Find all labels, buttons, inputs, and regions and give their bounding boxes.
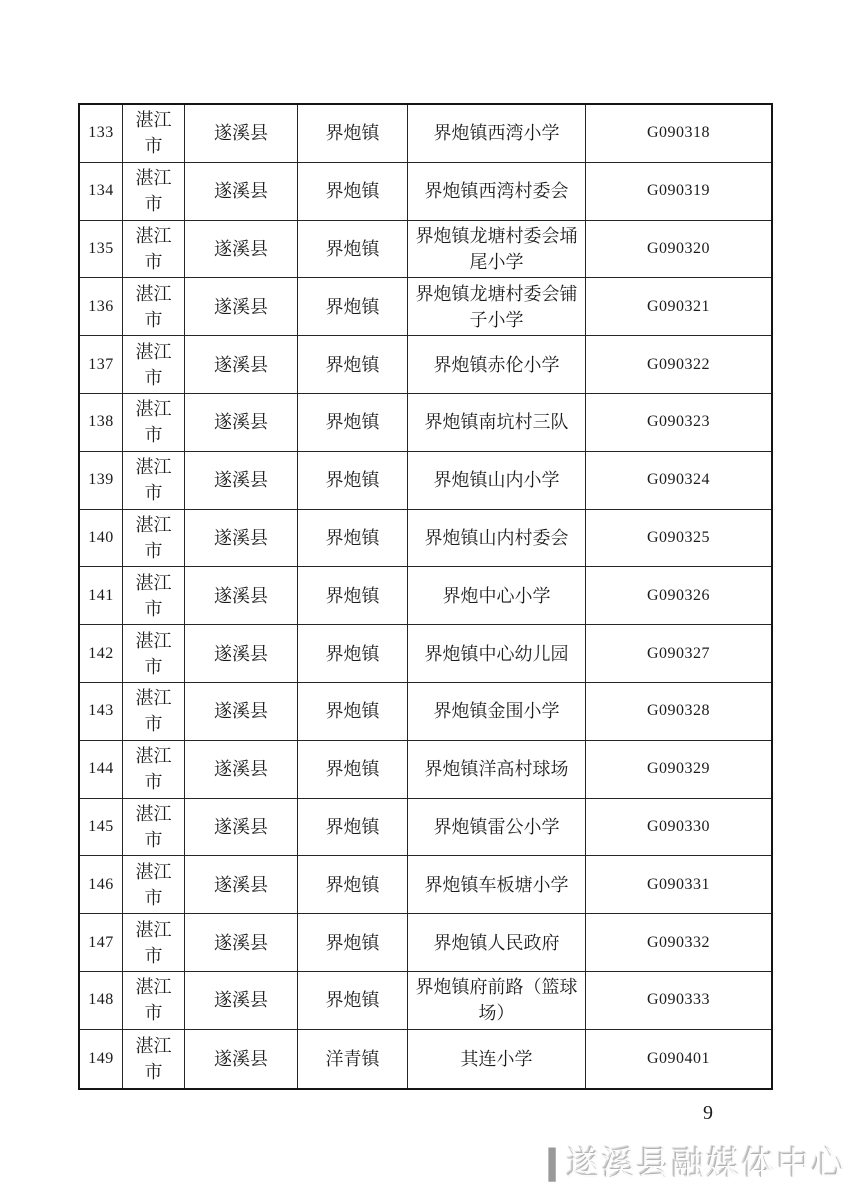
cell-city: 湛江市 <box>123 567 185 624</box>
table-row <box>80 510 771 568</box>
cell-row-number: 149 <box>80 1030 123 1088</box>
cell-site-name: 界炮镇人民政府 <box>408 914 586 971</box>
cell-city: 湛江市 <box>123 625 185 682</box>
cell-site-name: 界炮镇西湾小学 <box>408 105 586 162</box>
table-row <box>80 394 771 452</box>
cell-row-number: 144 <box>80 741 123 798</box>
cell-row-number: 137 <box>80 336 123 393</box>
cell-site-name: 界炮镇雷公小学 <box>408 799 586 856</box>
cell-row-number: 140 <box>80 510 123 567</box>
cell-row-number: 133 <box>80 105 123 162</box>
cell-code: G090321 <box>646 297 711 315</box>
cell-county: 遂溪县 <box>185 914 298 971</box>
cell-city: 湛江市 <box>123 510 185 567</box>
table-row <box>80 221 771 279</box>
cell-site-name: 界炮镇府前路（篮球场） <box>408 972 586 1029</box>
cell-town: 界炮镇 <box>298 510 408 567</box>
table-row <box>80 278 771 336</box>
cell-site-name: 界炮镇山内小学 <box>408 452 586 509</box>
cell-code: G090329 <box>646 760 711 778</box>
cell-city: 湛江市 <box>123 741 185 798</box>
cell-row-number: 136 <box>80 278 123 335</box>
cell-city: 湛江市 <box>123 394 185 451</box>
cell-town: 界炮镇 <box>298 972 408 1029</box>
cell-site-name: 界炮镇龙塘村委会埇尾小学 <box>408 221 586 278</box>
table-row <box>80 741 771 799</box>
cell-county: 遂溪县 <box>185 105 298 162</box>
cell-town: 界炮镇 <box>298 683 408 740</box>
cell-code: G090330 <box>646 817 711 835</box>
cell-town: 界炮镇 <box>298 567 408 624</box>
cell-row-number: 135 <box>80 221 123 278</box>
cell-town: 界炮镇 <box>298 625 408 682</box>
cell-row-number: 138 <box>80 394 123 451</box>
cell-site-name: 界炮镇金围小学 <box>408 683 586 740</box>
cell-city: 湛江市 <box>123 452 185 509</box>
table-row <box>80 567 771 625</box>
cell-county: 遂溪县 <box>185 683 298 740</box>
watermark-separator-bar: | <box>543 1140 561 1182</box>
cell-site-name: 界炮镇山内村委会 <box>408 510 586 567</box>
table-row <box>80 452 771 510</box>
table-row <box>80 1030 771 1088</box>
cell-town: 界炮镇 <box>298 278 408 335</box>
cell-row-number: 148 <box>80 972 123 1029</box>
cell-code: G090331 <box>646 875 711 893</box>
page-number: 9 <box>703 1102 713 1124</box>
cell-site-name: 界炮镇赤伦小学 <box>408 336 586 393</box>
cell-city: 湛江市 <box>123 221 185 278</box>
table-row <box>80 625 771 683</box>
cell-row-number: 134 <box>80 163 123 220</box>
cell-town: 界炮镇 <box>298 799 408 856</box>
cell-town: 洋青镇 <box>298 1030 408 1088</box>
cell-row-number: 141 <box>80 567 123 624</box>
cell-code: G090323 <box>646 413 711 431</box>
cell-county: 遂溪县 <box>185 741 298 798</box>
cell-site-name: 界炮中心小学 <box>408 567 586 624</box>
cell-city: 湛江市 <box>123 163 185 220</box>
cell-site-name: 界炮镇中心幼儿园 <box>408 625 586 682</box>
table-row <box>80 105 771 163</box>
cell-site-name: 界炮镇西湾村委会 <box>408 163 586 220</box>
cell-city: 湛江市 <box>123 914 185 971</box>
cell-county: 遂溪县 <box>185 799 298 856</box>
cell-code: G090327 <box>646 644 711 662</box>
watermark <box>543 1138 847 1185</box>
cell-town: 界炮镇 <box>298 741 408 798</box>
cell-city: 湛江市 <box>123 972 185 1029</box>
cell-county: 遂溪县 <box>185 510 298 567</box>
watermark-label: 遂溪县融媒体中心 <box>567 1145 847 1182</box>
table-row <box>80 163 771 221</box>
facility-table <box>78 103 773 1090</box>
cell-county: 遂溪县 <box>185 567 298 624</box>
cell-code: G090333 <box>646 991 711 1009</box>
cell-town: 界炮镇 <box>298 856 408 913</box>
cell-code: G090401 <box>646 1049 711 1067</box>
cell-city: 湛江市 <box>123 799 185 856</box>
cell-county: 遂溪县 <box>185 625 298 682</box>
cell-site-name: 界炮镇南坑村三队 <box>408 394 586 451</box>
cell-city: 湛江市 <box>123 278 185 335</box>
cell-county: 遂溪县 <box>185 452 298 509</box>
cell-site-name: 界炮镇龙塘村委会铺子小学 <box>408 278 586 335</box>
cell-town: 界炮镇 <box>298 452 408 509</box>
cell-county: 遂溪县 <box>185 394 298 451</box>
cell-code: G090326 <box>646 586 711 604</box>
table-row <box>80 336 771 394</box>
table-row <box>80 914 771 972</box>
cell-town: 界炮镇 <box>298 163 408 220</box>
cell-county: 遂溪县 <box>185 336 298 393</box>
cell-city: 湛江市 <box>123 105 185 162</box>
cell-row-number: 147 <box>80 914 123 971</box>
cell-town: 界炮镇 <box>298 336 408 393</box>
cell-code: G090324 <box>646 471 711 489</box>
cell-city: 湛江市 <box>123 856 185 913</box>
cell-code: G090322 <box>646 355 711 373</box>
cell-county: 遂溪县 <box>185 221 298 278</box>
cell-code: G090320 <box>646 239 711 257</box>
cell-town: 界炮镇 <box>298 394 408 451</box>
cell-city: 湛江市 <box>123 1030 185 1088</box>
cell-row-number: 142 <box>80 625 123 682</box>
cell-site-name: 界炮镇车板塘小学 <box>408 856 586 913</box>
table-row <box>80 856 771 914</box>
cell-county: 遂溪县 <box>185 163 298 220</box>
cell-city: 湛江市 <box>123 336 185 393</box>
cell-code: G090319 <box>646 182 711 200</box>
cell-code: G090332 <box>646 933 711 951</box>
cell-code: G090325 <box>646 528 711 546</box>
cell-county: 遂溪县 <box>185 1030 298 1088</box>
cell-code: G090318 <box>646 124 711 142</box>
cell-row-number: 145 <box>80 799 123 856</box>
cell-town: 界炮镇 <box>298 221 408 278</box>
cell-row-number: 139 <box>80 452 123 509</box>
cell-site-name: 界炮镇洋高村球场 <box>408 741 586 798</box>
cell-town: 界炮镇 <box>298 105 408 162</box>
cell-row-number: 143 <box>80 683 123 740</box>
cell-county: 遂溪县 <box>185 856 298 913</box>
cell-town: 界炮镇 <box>298 914 408 971</box>
cell-site-name: 其连小学 <box>408 1030 586 1088</box>
cell-code: G090328 <box>646 702 711 720</box>
table-row <box>80 972 771 1030</box>
cell-row-number: 146 <box>80 856 123 913</box>
table-row <box>80 799 771 857</box>
cell-city: 湛江市 <box>123 683 185 740</box>
cell-county: 遂溪县 <box>185 278 298 335</box>
table-row <box>80 683 771 741</box>
cell-county: 遂溪县 <box>185 972 298 1029</box>
